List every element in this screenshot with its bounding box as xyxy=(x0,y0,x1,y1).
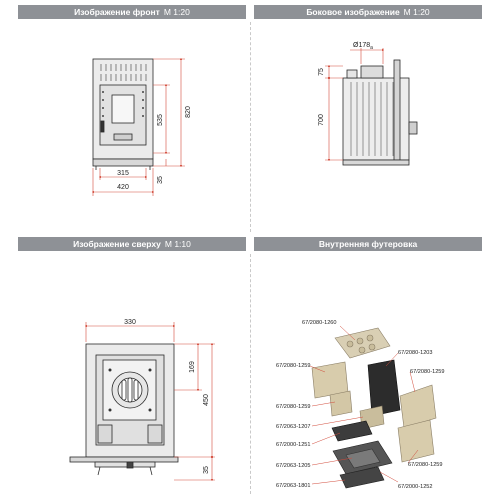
top-flue-offset-label: 169 xyxy=(189,361,196,373)
part-label-5: 67/2080-1259 xyxy=(276,404,311,410)
part-label-10: 67/2063-1801 xyxy=(276,483,311,489)
front-door-glass xyxy=(112,95,134,123)
ash-drawer xyxy=(114,134,132,140)
front-view-title: Изображение фронт xyxy=(74,7,160,17)
front-height-door-label: 535 xyxy=(157,114,164,126)
part-label-8: 67/2063-1205 xyxy=(276,463,311,469)
part-label-7: 67/2000-1251 xyxy=(276,442,311,448)
side-handle xyxy=(409,122,417,134)
part-label-4: 67/2080-1259 xyxy=(410,369,445,375)
part-label-2: 67/2080-1203 xyxy=(398,350,433,356)
top-base-front xyxy=(70,457,178,462)
top-view-scale: М 1:10 xyxy=(164,239,191,249)
front-door-handle xyxy=(101,121,104,132)
lining-part-back-plate xyxy=(368,360,400,416)
top-view-title: Изображение сверху xyxy=(73,239,161,249)
flue-collar xyxy=(361,66,383,78)
part-label-6: 67/2063-1207 xyxy=(276,424,311,430)
side-top-label: 75 xyxy=(318,68,325,76)
lining-part-right-upper xyxy=(400,385,436,428)
side-view-drawing xyxy=(343,60,417,165)
part-label-1: 67/2080-1260 xyxy=(302,320,337,326)
top-depth-label: 450 xyxy=(203,394,210,406)
top-width-label: 330 xyxy=(124,319,136,326)
part-label-3: 67/2080-1259 xyxy=(276,363,311,369)
front-view-drawing xyxy=(93,59,153,170)
top-view-drawing xyxy=(70,344,178,475)
front-width-total-label: 420 xyxy=(117,184,129,191)
part-label-11: 67/2000-1252 xyxy=(398,484,433,490)
front-width-inner-label: 315 xyxy=(117,170,129,177)
side-door-profile xyxy=(394,60,400,160)
side-height-label: 700 xyxy=(318,114,325,126)
flue-diameter-label: $Ø178_a$ xyxy=(353,42,373,51)
front-height-total-label: 820 xyxy=(185,106,192,118)
top-base-label: 35 xyxy=(203,466,210,474)
side-view-title: Боковое изображение xyxy=(306,7,400,17)
lining-title: Внутренняя футеровка xyxy=(318,239,418,249)
lining-part-plate-1251 xyxy=(332,421,372,441)
front-view-scale: М 1:20 xyxy=(163,7,190,17)
front-base xyxy=(93,159,153,166)
front-base-label: 35 xyxy=(157,176,164,184)
lining-part-right-lower xyxy=(398,420,434,462)
lining-part-left-lower xyxy=(330,391,352,416)
side-view-scale: М 1:20 xyxy=(403,7,430,17)
part-label-9: 67/2080-1259 xyxy=(408,462,443,468)
